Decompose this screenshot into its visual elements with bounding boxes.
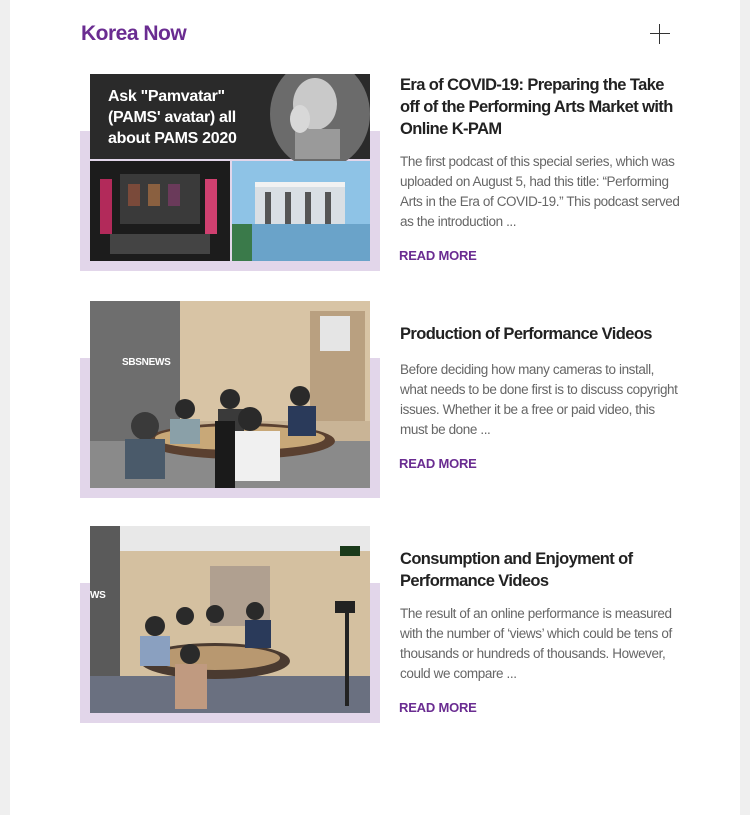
article-description: Before deciding how many cameras to install, what needs to be done first is to discuss copyright issues. Whether it be a free or paid video, this must be done ... (400, 362, 678, 437)
article-thumbnail[interactable] (90, 526, 370, 713)
article-title[interactable]: Consumption and Enjoyment of Performance Videos (400, 550, 633, 590)
thumbnail-image (90, 526, 370, 713)
thumbnail-caption: Ask "Pamvatar" (PAMS' avatar) all about PAMS 2020 (108, 88, 237, 147)
article-description: The first podcast of this special series, which was uploaded on August 5, had this title: “Performing Arts in the Era of COVID-19.” This podcast served as the introduction ... (400, 154, 680, 229)
article-thumbnail[interactable] (90, 74, 370, 261)
thumbnail-caption: SBSNEWS (122, 357, 171, 368)
article-description: The result of an online performance is measured with the number of ‘views’ which could be tens of thousands or hundreds of thousands. However, could we compare ... (400, 606, 672, 681)
article-card (80, 526, 680, 726)
article-card (80, 74, 680, 274)
thumbnail-image (90, 301, 370, 488)
section-title: Korea Now (81, 22, 187, 45)
read-more-link[interactable]: READ MORE (399, 248, 477, 263)
read-more-link[interactable]: READ MORE (399, 456, 477, 471)
thumbnail-caption: WS (90, 590, 106, 601)
plus-icon[interactable] (650, 24, 670, 44)
article-card (80, 301, 680, 501)
article-title[interactable]: Era of COVID-19: Preparing the Take off of the Performing Arts Market with Online K-PAM (400, 76, 673, 138)
article-title[interactable]: Production of Performance Videos (400, 325, 652, 343)
read-more-link[interactable]: READ MORE (399, 700, 477, 715)
content-panel (10, 0, 740, 815)
article-thumbnail[interactable] (90, 301, 370, 488)
